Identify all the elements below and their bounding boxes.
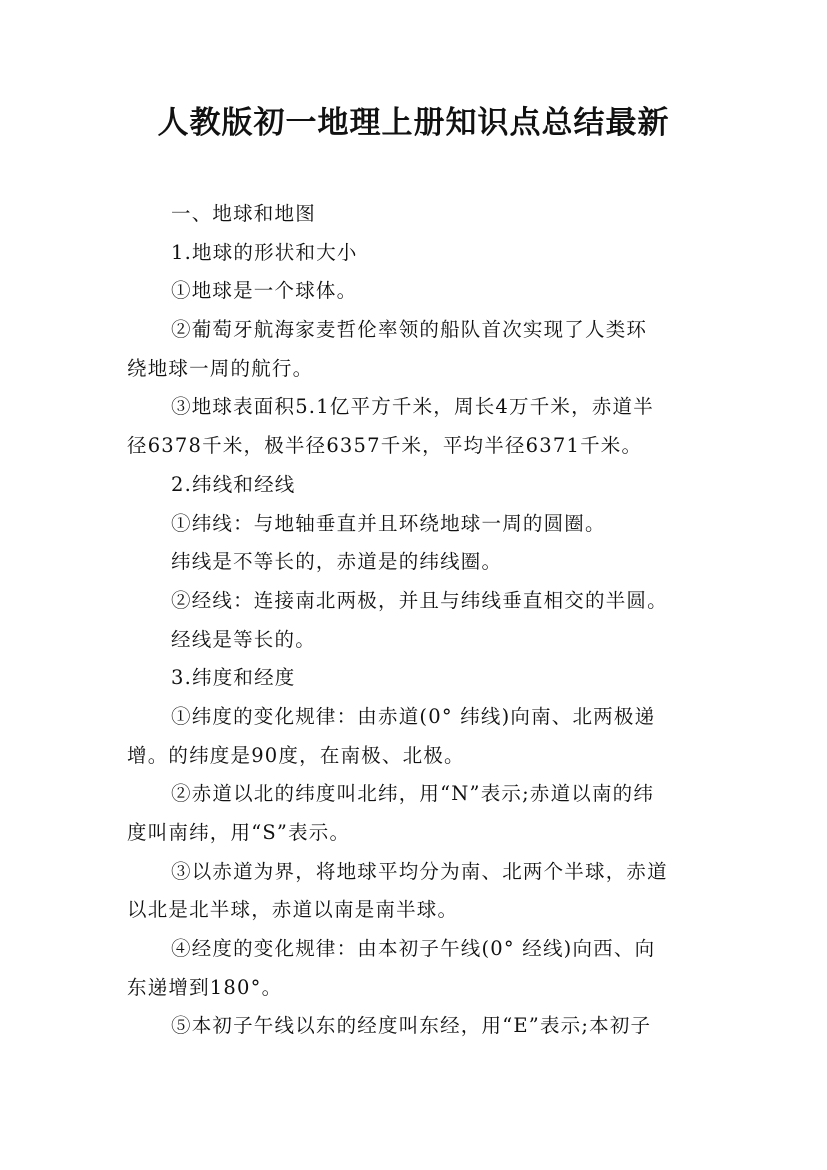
text-line: 1.地球的形状和大小 <box>171 240 358 264</box>
text-line: ②葡萄牙航海家麦哲伦率领的船队首次实现了人类环 <box>171 318 648 342</box>
text-line: 东递增到180°。 <box>127 975 283 999</box>
text-line: 3.纬度和经度 <box>171 666 296 690</box>
text-line: ①纬线：与地轴垂直并且环绕地球一周的圆圈。 <box>171 511 606 535</box>
text-line: 以北是北半球，赤道以南是南半球。 <box>127 898 459 922</box>
text-line: 一、地球和地图 <box>171 202 316 225</box>
text-line: ②赤道以北的纬度叫北纬，用“N”表示;赤道以南的纬 <box>171 782 655 806</box>
document-body <box>127 195 717 1046</box>
text-line: 绕地球一周的航行。 <box>127 356 314 380</box>
text-line: 经线是等长的。 <box>171 627 316 651</box>
text-line: ④经度的变化规律：由本初子午线(0° 经线)向西、向 <box>171 937 656 961</box>
text-line: 径6378千米，极半径6357千米，平均半径6371千米。 <box>127 434 643 458</box>
text-line: 纬线是不等长的，赤道是的纬线圈。 <box>171 550 503 574</box>
text-line: ⑤本初子午线以东的经度叫东经，用“E”表示;本初子 <box>171 1014 652 1038</box>
text-line: 2.纬线和经线 <box>171 472 296 496</box>
text-line: ③地球表面积5.1亿平方千米，周长4万千米，赤道半 <box>171 395 654 419</box>
text-line: 度叫南纬，用“S”表示。 <box>127 821 351 844</box>
text-line: ②经线：连接南北两极，并且与纬线垂直相交的半圆。 <box>171 588 668 612</box>
document-title: 人教版初一地理上册知识点总结最新 <box>157 105 670 141</box>
text-line: ①纬度的变化规律：由赤道(0° 纬线)向南、北两极递 <box>171 704 656 728</box>
text-line: ③以赤道为界，将地球平均分为南、北两个半球，赤道 <box>171 859 668 883</box>
text-line: 增。的纬度是90度，在南极、北极。 <box>127 743 465 767</box>
text-line: ①地球是一个球体。 <box>171 279 358 303</box>
